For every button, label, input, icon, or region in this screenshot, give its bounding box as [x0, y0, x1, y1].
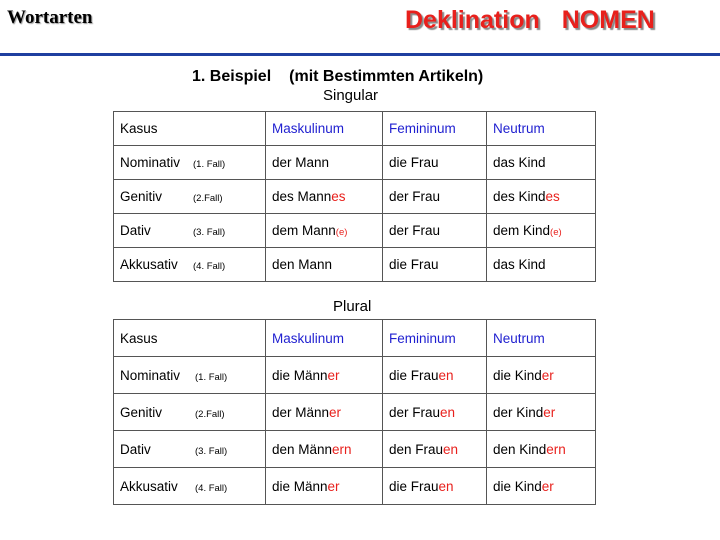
word-stem: der Frau	[389, 223, 441, 238]
case-name: Dativ	[120, 223, 151, 238]
singular-table	[113, 111, 596, 282]
case-cell	[114, 394, 266, 431]
header-maskulinum: Maskulinum	[266, 112, 383, 146]
word-stem: den Frau	[389, 441, 444, 457]
word-ending: er	[327, 367, 340, 383]
neutrum-cell	[487, 214, 596, 248]
neutrum-cell	[487, 357, 596, 394]
case-number: (4. Fall)	[193, 261, 226, 272]
page-title-part1: Deklination	[405, 6, 540, 34]
word-ending: en	[443, 441, 459, 457]
header-femininum: Femininum	[383, 112, 487, 146]
word-stem: den Mann	[272, 257, 333, 272]
femininum-cell	[383, 431, 487, 468]
neutrum-cell	[487, 468, 596, 505]
case-name: Dativ	[120, 441, 151, 457]
table-row	[114, 357, 596, 394]
neutrum-cell	[487, 394, 596, 431]
femininum-cell	[383, 468, 487, 505]
neutrum-cell	[487, 180, 596, 214]
word-ending: en	[438, 367, 454, 383]
word-stem: der Mann	[272, 155, 330, 170]
femininum-cell	[383, 394, 487, 431]
word-stem: die Männ	[272, 367, 328, 383]
case-number: (4. Fall)	[195, 482, 228, 494]
table-header-row	[114, 320, 596, 357]
word-stem: dem Kind	[493, 223, 551, 238]
table-row	[114, 248, 596, 282]
case-cell	[114, 214, 266, 248]
case-name: Akkusativ	[120, 257, 178, 272]
word-ending: es	[331, 189, 346, 204]
singular-caption: Singular	[323, 87, 379, 104]
word-stem: der Kind	[493, 404, 544, 420]
word-ending: er	[543, 404, 556, 420]
word-stem: den Männ	[272, 441, 333, 457]
maskulinum-cell	[266, 248, 383, 282]
example-heading-number: 1. Beispiel	[192, 68, 272, 85]
word-ending: (e)	[335, 227, 348, 238]
case-name: Akkusativ	[120, 478, 178, 494]
header-divider	[0, 53, 720, 56]
table-row	[114, 214, 596, 248]
word-stem: die Männ	[272, 478, 328, 494]
case-cell	[114, 431, 266, 468]
neutrum-cell	[487, 248, 596, 282]
word-ending: ern	[332, 441, 352, 457]
neutrum-cell	[487, 146, 596, 180]
case-number: (3. Fall)	[193, 227, 226, 238]
maskulinum-cell	[266, 180, 383, 214]
word-ending: er	[541, 367, 554, 383]
example-heading-description: (mit Bestimmten Artikeln)	[289, 68, 484, 85]
section-title: Wortarten	[7, 7, 93, 28]
word-stem: die Kind	[493, 367, 542, 383]
maskulinum-cell	[266, 146, 383, 180]
case-cell	[114, 146, 266, 180]
header-femininum: Femininum	[383, 320, 487, 357]
femininum-cell	[383, 180, 487, 214]
word-ending: en	[438, 478, 454, 494]
word-stem: den Kind	[493, 441, 547, 457]
femininum-cell	[383, 146, 487, 180]
word-stem: des Kind	[493, 189, 546, 204]
example-heading	[192, 68, 483, 86]
word-stem: die Kind	[493, 478, 542, 494]
case-cell	[114, 180, 266, 214]
word-stem: die Frau	[389, 478, 439, 494]
word-stem: der Männ	[272, 404, 330, 420]
word-ending: en	[440, 404, 456, 420]
page-title-part2: NOMEN	[561, 6, 655, 34]
word-stem: die Frau	[389, 367, 439, 383]
case-number: (3. Fall)	[195, 445, 228, 457]
word-stem: das Kind	[493, 155, 546, 170]
page-title	[405, 6, 655, 35]
word-stem: dem Mann	[272, 223, 336, 238]
table-row	[114, 180, 596, 214]
maskulinum-cell	[266, 357, 383, 394]
table-row	[114, 146, 596, 180]
word-ending: er	[541, 478, 554, 494]
header-kasus: Kasus	[114, 112, 266, 146]
word-stem: die Frau	[389, 257, 439, 272]
word-stem: des Mann	[272, 189, 332, 204]
case-cell	[114, 248, 266, 282]
maskulinum-cell	[266, 431, 383, 468]
case-number: (2.Fall)	[193, 193, 223, 204]
case-number: (1. Fall)	[193, 159, 226, 170]
header-neutrum: Neutrum	[487, 320, 596, 357]
table-row	[114, 431, 596, 468]
femininum-cell	[383, 248, 487, 282]
case-name: Nominativ	[120, 155, 181, 170]
word-ending: es	[545, 189, 560, 204]
word-ending: ern	[546, 441, 566, 457]
case-cell	[114, 357, 266, 394]
word-stem: die Frau	[389, 155, 439, 170]
femininum-cell	[383, 214, 487, 248]
word-ending: er	[327, 478, 340, 494]
word-stem: der Frau	[389, 404, 441, 420]
maskulinum-cell	[266, 394, 383, 431]
neutrum-cell	[487, 431, 596, 468]
header-maskulinum: Maskulinum	[266, 320, 383, 357]
header-neutrum: Neutrum	[487, 112, 596, 146]
word-ending: er	[329, 404, 342, 420]
maskulinum-cell	[266, 214, 383, 248]
header-kasus: Kasus	[114, 320, 266, 357]
table-header-row	[114, 112, 596, 146]
case-number: (2.Fall)	[195, 408, 225, 420]
word-stem: der Frau	[389, 189, 441, 204]
case-name: Nominativ	[120, 367, 181, 383]
plural-table	[113, 319, 596, 505]
table-row	[114, 468, 596, 505]
case-name: Genitiv	[120, 404, 163, 420]
table-row	[114, 394, 596, 431]
word-stem: das Kind	[493, 257, 546, 272]
case-number: (1. Fall)	[195, 371, 228, 383]
case-name: Genitiv	[120, 189, 163, 204]
plural-caption: Plural	[333, 298, 372, 315]
case-cell	[114, 468, 266, 505]
maskulinum-cell	[266, 468, 383, 505]
word-ending: (e)	[550, 227, 562, 238]
femininum-cell	[383, 357, 487, 394]
